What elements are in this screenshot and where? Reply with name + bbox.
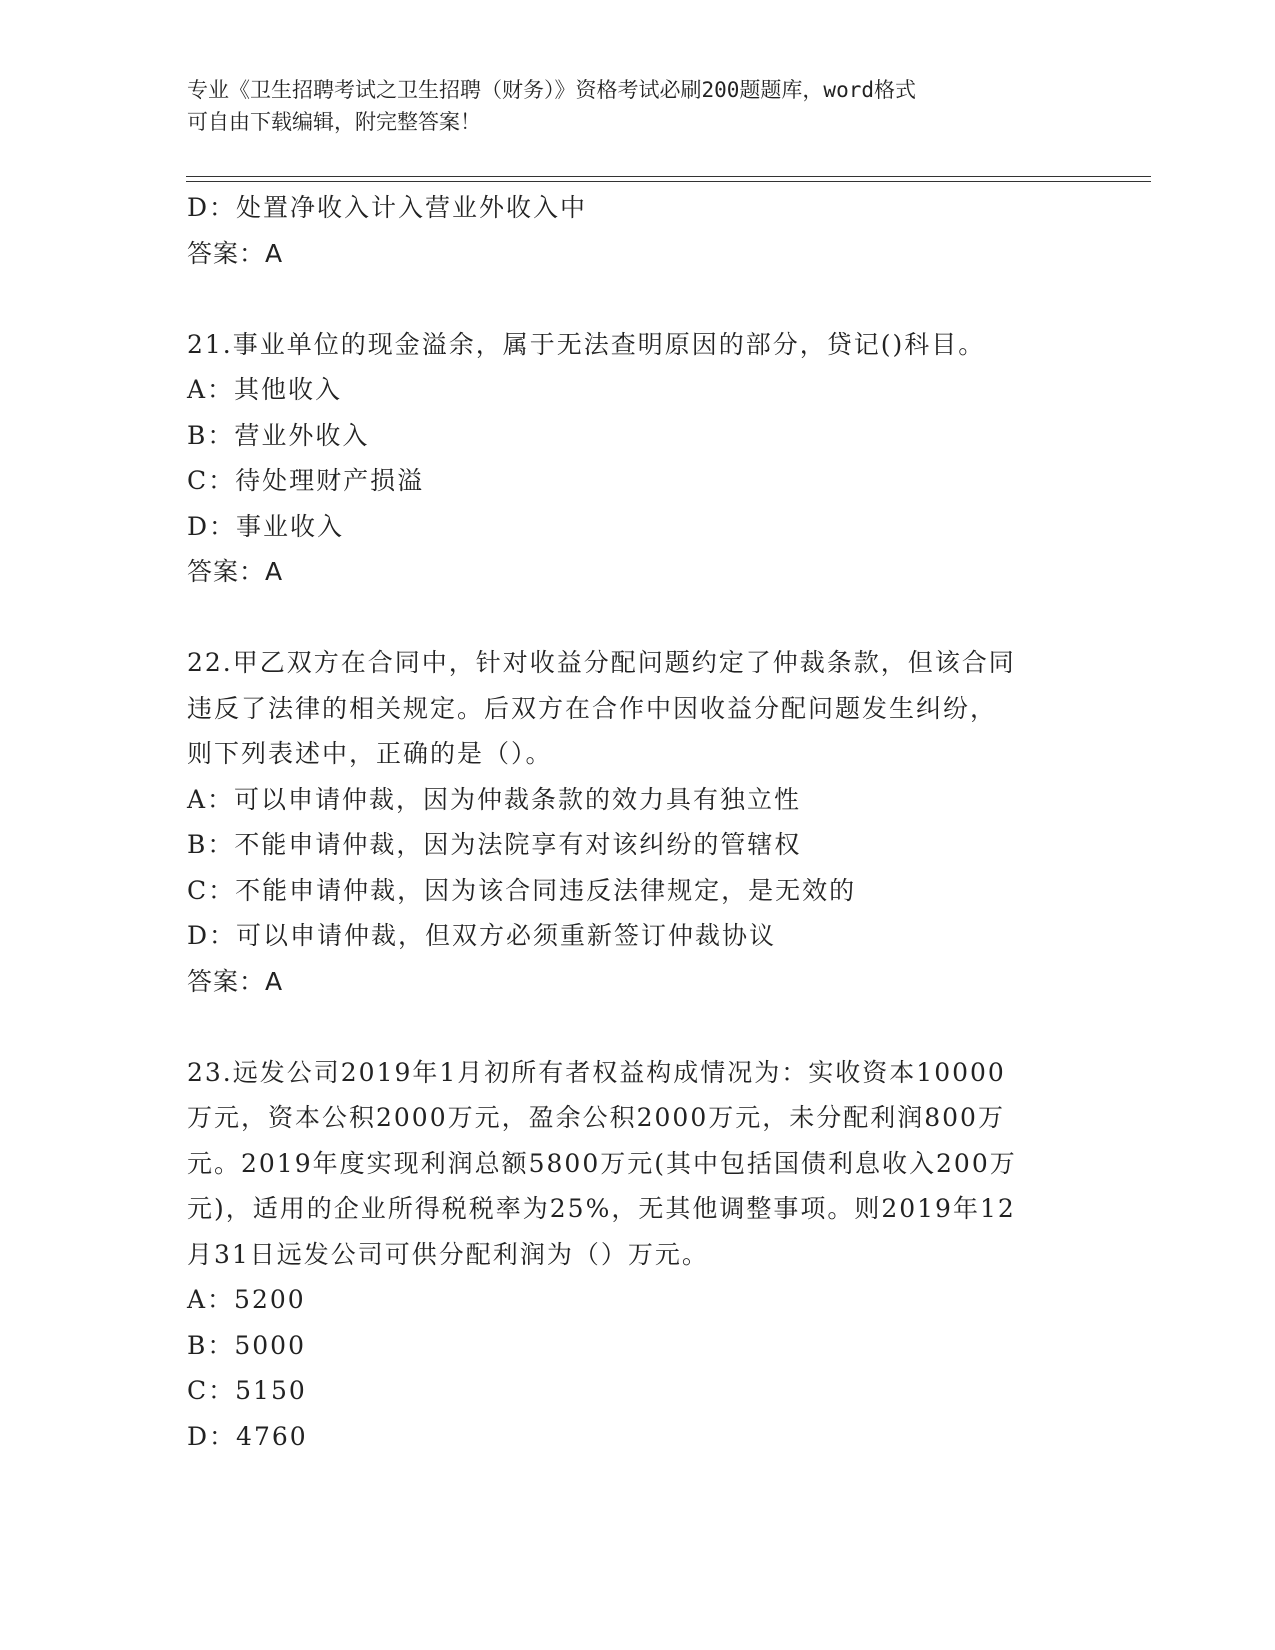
option-d: D：事业收入 (187, 511, 345, 541)
question-21 (187, 322, 1087, 595)
header-line-2: 可自由下载编辑，附完整答案！ (187, 110, 481, 134)
option-a: A：5200 (187, 1285, 306, 1314)
document-body (187, 185, 1087, 1459)
option-d: D：可以申请仲裁，但双方必须重新签订仲裁协议 (187, 921, 777, 950)
spacer (187, 595, 1087, 641)
prev-option-d: D：处置净收入计入营业外收入中 (187, 193, 588, 222)
answer: 答案：A (187, 966, 284, 996)
question-stem-line: 元)，适用的企业所得税税率为25%，无其他调整事项。则2019年12 (187, 1194, 1016, 1223)
question-stem-line: 元。2019年度实现利润总额5800万元(其中包括国债利息收入200万 (187, 1148, 1017, 1178)
option-c: C：5150 (187, 1376, 307, 1405)
header-rule-top (186, 176, 1151, 177)
option-b: B：不能申请仲裁，因为法院享有对该纠纷的管辖权 (187, 830, 802, 859)
option-c: C：待处理财产损溢 (187, 466, 425, 495)
option-a: A：其他收入 (187, 375, 343, 404)
question-stem-line: 万元，资本公积2000万元，盈余公积2000万元，未分配利润800万 (187, 1103, 1005, 1132)
option-c: C：不能申请仲裁，因为该合同违反法律规定，是无效的 (187, 875, 857, 905)
option-b: B：营业外收入 (187, 420, 370, 450)
prev-answer: 答案：A (187, 238, 284, 268)
question-22 (187, 640, 1087, 1004)
header-rule-bottom (186, 181, 1151, 182)
header-line-1: 专业《卫生招聘考试之卫生招聘（财务）》资格考试必刷200题题库，word格式 (187, 78, 916, 102)
question-stem-line: 22.甲乙双方在合同中，针对收益分配问题约定了仲裁条款，但该合同 (187, 648, 1016, 677)
answer: 答案：A (187, 557, 284, 586)
spacer (187, 276, 1087, 322)
question-stem-line: 则下列表述中，正确的是（）。 (187, 739, 553, 768)
question-23 (187, 1050, 1087, 1460)
option-a: A：可以申请仲裁，因为仲裁条款的效力具有独立性 (187, 784, 802, 814)
page-header (187, 74, 1087, 138)
option-b: B：5000 (187, 1330, 306, 1360)
question-stem-line: 21.事业单位的现金溢余，属于无法查明原因的部分，贷记()科目。 (187, 329, 986, 359)
question-stem-line: 违反了法律的相关规定。后双方在合作中因收益分配问题发生纠纷， (187, 693, 998, 723)
option-d: D：4760 (187, 1421, 308, 1451)
question-stem-line: 23.远发公司2019年1月初所有者权益构成情况为：实收资本10000 (187, 1057, 1006, 1087)
question-stem-line: 月31日远发公司可供分配利润为（）万元。 (187, 1239, 709, 1269)
spacer (187, 1004, 1087, 1050)
